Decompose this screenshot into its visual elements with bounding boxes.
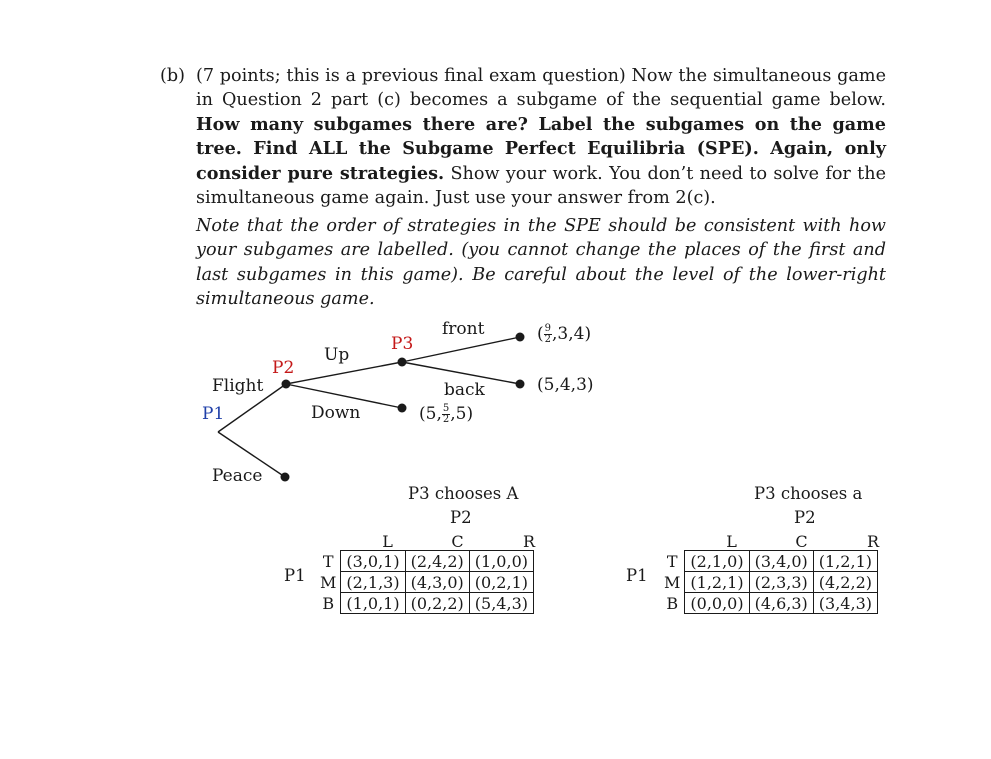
table-row [320, 572, 534, 593]
matrix-a-title: P3 chooses A [408, 484, 519, 503]
payoff-cell: (5,4,3) [469, 593, 533, 614]
payoff-cell: (4,2,2) [813, 572, 877, 593]
payoff-cell: (1,0,0) [469, 551, 533, 572]
matrix-b-title: P3 chooses a [754, 484, 863, 503]
question-label: (b) [160, 66, 185, 86]
payoff-cell: (4,6,3) [749, 593, 813, 614]
payoff-cell: (1,2,1) [813, 551, 877, 572]
payoff-cell: (0,2,2) [405, 593, 469, 614]
payoff-cell: (2,4,2) [405, 551, 469, 572]
table-row [664, 551, 878, 572]
action-flight: Flight [212, 376, 264, 396]
matrix-b-col-player: P2 [794, 508, 816, 527]
action-peace: Peace [212, 466, 263, 486]
row-label: B [322, 593, 335, 613]
payoff-cell: (1,0,1) [341, 593, 405, 614]
action-back: back [444, 380, 485, 400]
payoff-cell: (0,0,0) [685, 593, 749, 614]
payoff-cell: (3,4,3) [813, 593, 877, 614]
question-trailing: Show your work. You don’t need to solve for the simultaneous game again. Just use your answer from 2(c). [196, 163, 886, 209]
action-down: Down [311, 403, 361, 423]
row-label: M [664, 572, 681, 592]
question-intro: (7 points; this is a previous final exam question) Now the simultaneous game in Question 2 part (c) becomes a subgame of the sequential game below. [196, 66, 886, 111]
matrix-b-table [664, 550, 878, 614]
matrix-a-row-player: P1 [284, 566, 306, 585]
table-row [320, 551, 534, 572]
terminal-down [398, 404, 407, 413]
row-label: T [322, 551, 334, 571]
terminal-front [516, 333, 525, 342]
payoff-cell: (4,3,0) [405, 572, 469, 593]
question-note: Note that the order of strategies in the SPE should be consistent with how your subgames are labelled. (you cannot change the places of the first and last subgames in this game). Be careful about the level of the lower-right simultaneous game. [196, 216, 886, 310]
matrix-b-col-R: R [866, 532, 880, 551]
table-row [664, 572, 878, 593]
payoff-cell: (2,1,0) [685, 551, 749, 572]
matrix-b-column-labels [697, 532, 909, 551]
action-front: front [442, 319, 485, 339]
node-label-p2: P2 [272, 358, 295, 378]
table-row [664, 593, 878, 614]
matrix-a-col-R: R [522, 532, 536, 551]
matrix-b-col-L: L [726, 532, 737, 551]
row-label: B [666, 593, 679, 613]
node-p3 [398, 358, 407, 367]
row-label: T [666, 551, 678, 571]
payoff-back: (5,4,3) [537, 375, 594, 395]
payoff-cell: (0,2,1) [469, 572, 533, 593]
action-up: Up [324, 345, 350, 365]
row-label: M [320, 572, 337, 592]
payoff-down: (5, $\frac{5}{2}$ ,5) [419, 403, 474, 425]
matrix-b-col-C: C [795, 532, 808, 551]
edge-p2-up [286, 362, 402, 384]
payoff-cell: (3,0,1) [341, 551, 405, 572]
node-p2 [282, 380, 291, 389]
payoff-cell: (2,3,3) [749, 572, 813, 593]
payoff-cell: (3,4,0) [749, 551, 813, 572]
terminal-back [516, 380, 525, 389]
node-label-p1: P1 [202, 404, 225, 424]
matrix-a-table [320, 550, 534, 614]
payoff-cell: (2,1,3) [341, 572, 405, 593]
terminal-peace [281, 473, 290, 482]
matrix-a-col-C: C [451, 532, 464, 551]
matrix-a-col-player: P2 [450, 508, 472, 527]
payoff-front: ( $\frac{9}{2}$ ,3,4) [537, 323, 592, 345]
matrix-b-row-player: P1 [626, 566, 648, 585]
node-label-p3: P3 [391, 334, 414, 354]
table-row [320, 593, 534, 614]
question-bold-instructions: How many subgames there are? Label the subgames on the game tree. Find ALL the Subgame Perfect Equilibria (SPE). Again, only consider pure strategies. [196, 113, 886, 184]
matrix-a-col-L: L [382, 532, 393, 551]
matrix-a-column-labels [353, 532, 565, 551]
edge-p3-front [402, 337, 520, 362]
payoff-cell: (1,2,1) [685, 572, 749, 593]
